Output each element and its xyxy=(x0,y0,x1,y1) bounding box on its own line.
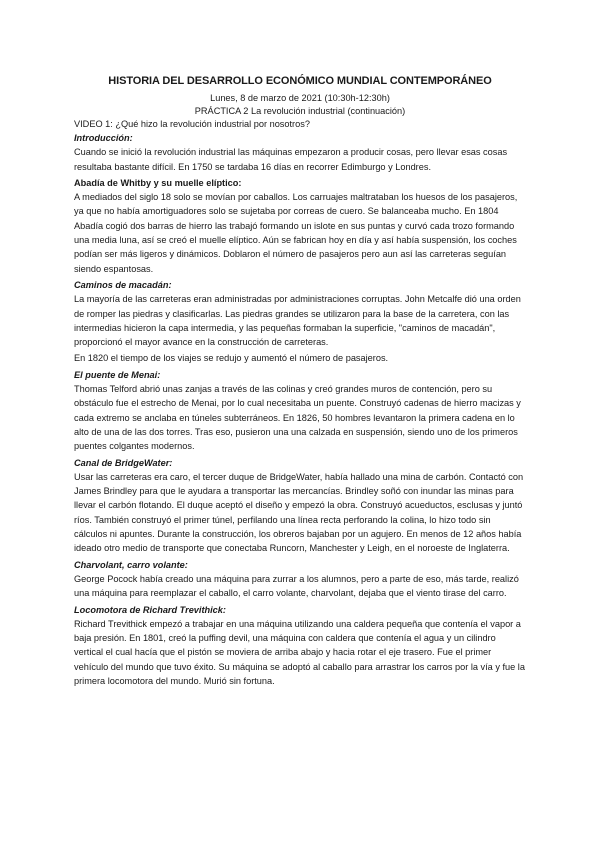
video-line: VIDEO 1: ¿Qué hizo la revolución industrial por nosotros? xyxy=(74,119,310,129)
section-paragraph: Thomas Telford abrió unas zanjas a través de las colinas y creó grandes muros de contención, pero su obstáculo fue el estrecho de Menai, por lo cual necesitaba un puente. Construyó cadenas de hierro macizas y cada extremo se anclaba en túneles subterráneos. En 1826, 50 hombres levantaron la primera cadena en lo alto de una de las dos torres. Tras eso, pusieron una una calzada en suspensión, siendo uno de los primeros puentes colgantes modernos. xyxy=(74,384,521,452)
document-page xyxy=(74,74,526,690)
section-paragraph: Cuando se inició la revolución industrial las máquinas empezaron a producir cosas, pero llevar esas cosas resultaba bastante difícil. En 1750 se tardaba 16 días en recorrer Edimburgo y Londres. xyxy=(74,147,508,172)
section-paragraph: Richard Trevithick empezó a trabajar en una máquina utilizando una caldera pequeña que contenía el vapor a baja presión. En 1801, creó la puffing devil, una máquina con caldera que contenía el agua y un cilindro vertical el cual hacía que el pistón se moviera de arriba abajo y hacia rotar el eje trasero. Fue el primer vehículo del mundo que tuvo éxito. Su máquina se adoptó al caballo para arrastrar los carros por la vía y fue la primera locomotora del mundo. Murió sin fortuna. xyxy=(74,618,525,686)
section-paragraph: En 1820 el tiempo de los viajes se redujo y aumentó el número de pasajeros. xyxy=(74,353,389,364)
document-title: HISTORIA DEL DESARROLLO ECONÓMICO MUNDIAL CONTEMPORÁNEO xyxy=(108,75,492,87)
section-heading: Charvolant, carro volante: xyxy=(74,559,188,570)
section-heading: Introducción: xyxy=(74,133,133,143)
section-paragraph: A mediados del siglo 18 solo se movían por caballos. Los carruajes maltrataban los huesos de los pasajeros, ya que no había amortiguadores solo se sujetaba por correas de cuero. Se balanceaba mucho. En 1804 Abadía cogió dos barras de hierro las trabajó formando un islote en sus puntas y curvó cada trozo formando una media luna, así se creó el muelle elíptico. Aún se fabrican hoy en día y así había suspensión, los coches podían ser más ligeros y dinámicos. Doblaron el número de pasajeros pero aun así las carreteras seguían siendo espantosas. xyxy=(74,192,518,274)
section-locomotora-trevithick xyxy=(74,603,526,689)
section-heading: Canal de BridgeWater: xyxy=(74,457,173,468)
section-paragraph: Usar las carreteras era caro, el tercer duque de BridgeWater, había hallado una mina de carbón. Contactó con James Brindley para que le ayudara a transportar las mercancías. Brindley soñó con inundar las minas para llevar el carbón flotando. El duque aceptó el diseño y empezó la obra. Construyó acueductos, esclusas y juntó ríos. También construyó el primer túnel, perfilando una línea recta perforando la colina, lo hizo todo sin cálculos ni apuntes. Durante la construcción, los obreros bajaban por un agujero. En menos de 12 años había ideado otro medio de transporte que conectaba Runcorn, Manchester y Leigh, en el noroeste de Inglaterra. xyxy=(74,471,524,554)
section-heading: Abadía de Whitby y su muelle elíptico: xyxy=(74,177,242,188)
section-abadia-whitby xyxy=(74,176,526,276)
section-heading: Caminos de macadán: xyxy=(74,279,172,290)
section-heading: Locomotora de Richard Trevithick: xyxy=(74,604,226,615)
section-paragraph: George Pocock había creado una máquina para zurrar a los alumnos, pero a parte de eso, más tarde, realizó una máquina para reemplazar el caballo, el carro volante, charvolant, dejaba que el viento tirase del carro. xyxy=(74,573,519,599)
section-puente-menai xyxy=(74,368,526,454)
section-introduccion xyxy=(74,131,526,174)
section-heading: El puente de Menai: xyxy=(74,369,161,380)
section-canal-bridgewater xyxy=(74,456,526,556)
section-charvolant xyxy=(74,558,526,601)
practice-line: PRÁCTICA 2 La revolución industrial (continuación) xyxy=(194,106,406,116)
section-paragraph: La mayoría de las carreteras eran administradas por administraciones corruptas. John Metcalfe dió una orden de romper las piedras y clasificarlas. Las piedras grandes se utilizaron para la base de la carretera, con las intermedias hicieron la capa intermedia, y las pequeñas formaban la superficie, "caminos de macadán", proporcionó el mayor avance en la construcción de carreteras. xyxy=(74,294,521,348)
date-line: Lunes, 8 de marzo de 2021 (10:30h-12:30h) xyxy=(210,93,390,103)
section-caminos-macadan xyxy=(74,278,526,366)
